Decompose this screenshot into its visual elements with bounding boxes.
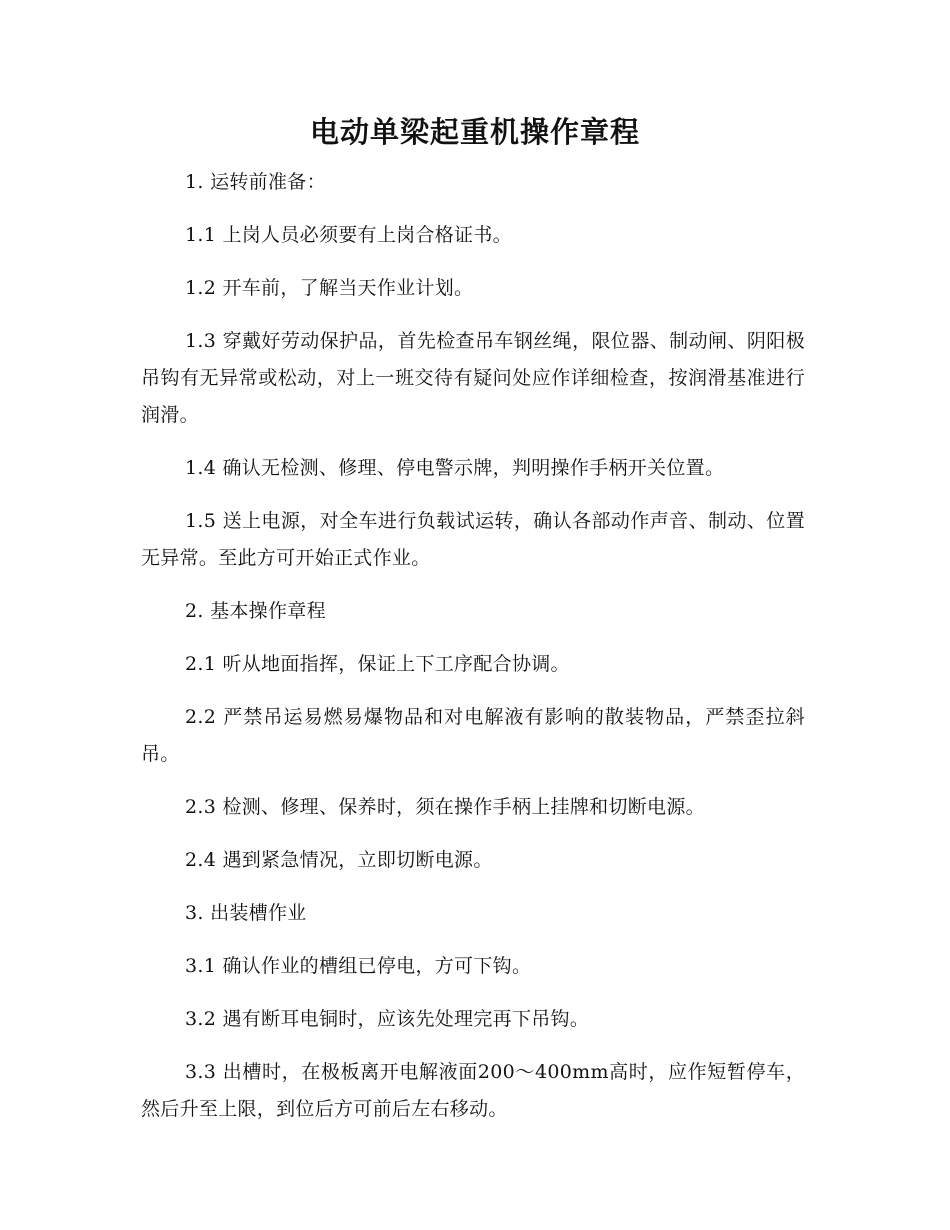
paragraph-2-3: 2.3 检测、修理、保养时，须在操作手柄上挂牌和切断电源。 xyxy=(185,796,705,818)
paragraph-1-2: 1.2 开车前，了解当天作业计划。 xyxy=(185,277,474,299)
paragraph-1-5: 1.5 送上电源，对全车进行负载试运转，确认各部动作声音、制动、位置无异常。至此方可开始正式作业。 xyxy=(141,510,805,569)
section-heading-2: 2. 基本操作章程 xyxy=(185,600,326,622)
paragraph-2-4: 2.4 遇到紧急情况，立即切断电源。 xyxy=(185,849,493,871)
section-heading-1: 1. 运转前准备： xyxy=(185,171,326,193)
paragraph-2-1: 2.1 听从地面指挥，保证上下工序配合协调。 xyxy=(185,653,570,675)
document-title: 电动单梁起重机操作章程 xyxy=(309,115,640,149)
paragraph-1-4: 1.4 确认无检测、修理、停电警示牌，判明操作手柄开关位置。 xyxy=(185,457,725,479)
paragraph-2-2: 2.2 严禁吊运易燃易爆物品和对电解液有影响的散装物品，严禁歪拉斜吊。 xyxy=(141,706,805,765)
document-body xyxy=(141,164,805,1144)
section-heading-3: 3. 出装槽作业 xyxy=(185,902,307,924)
paragraph-3-3: 3.3 出槽时，在极板离开电解液面200～400mm高时，应作短暂停车，然后升至上限，到位后方可前后左右移动。 xyxy=(141,1061,805,1120)
paragraph-3-2: 3.2 遇有断耳电铜时，应该先处理完再下吊钩。 xyxy=(185,1008,590,1030)
paragraph-3-1: 3.1 确认作业的槽组已停电，方可下钩。 xyxy=(185,955,532,977)
paragraph-1-1: 1.1 上岗人员必须要有上岗合格证书。 xyxy=(185,224,512,246)
paragraph-1-3: 1.3 穿戴好劳动保护品，首先检查吊车钢丝绳，限位器、制动闸、阴阳极吊钩有无异常或松动，对上一班交待有疑问处应作详细检查，按润滑基准进行润滑。 xyxy=(141,330,805,426)
